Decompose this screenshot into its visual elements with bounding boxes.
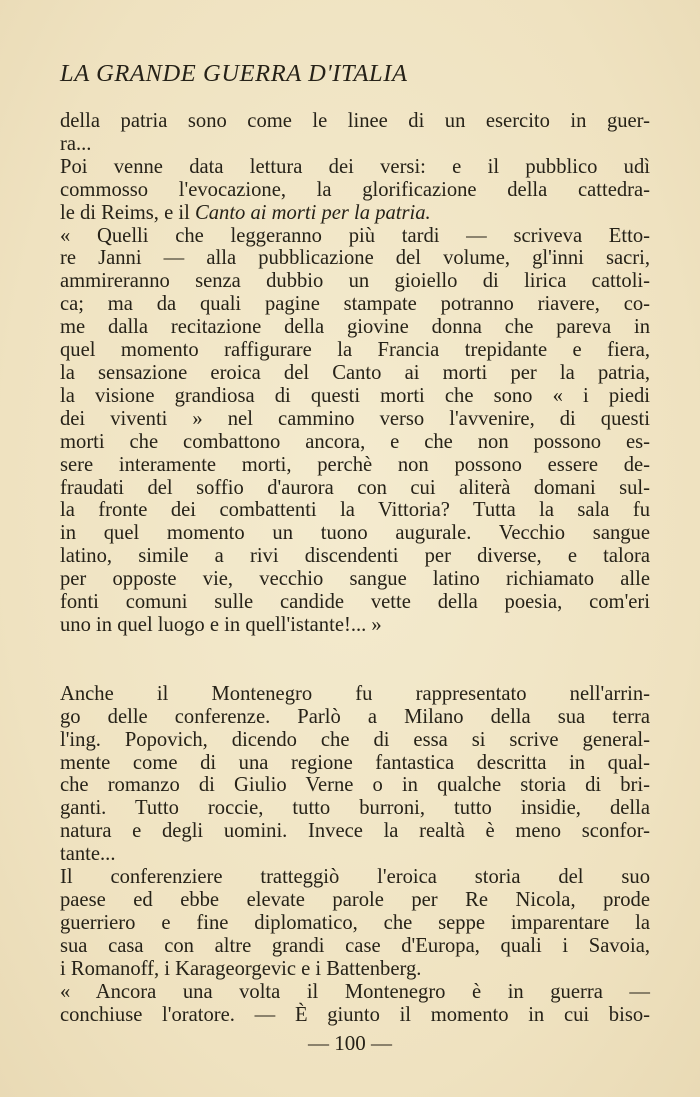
text-line: ra... <box>60 132 92 155</box>
text-line <box>60 202 650 225</box>
text-line: mente come di una regione fantastica descritta in qual- <box>60 751 650 774</box>
text-line: re Janni — alla pubblicazione del volume, gl'inni sacri, <box>60 247 650 270</box>
text-line: tante... <box>60 843 116 866</box>
text-line: guerriero e fine diplomatico, che seppe imparentare la <box>60 911 650 934</box>
text-line: l'ing. Popovich, dicendo che di essa si scrive general- <box>60 728 650 751</box>
text-line: ganti. Tutto roccie, tutto burroni, tutto insidie, della <box>60 797 650 820</box>
text-line: ammireranno senza dubbio un gioiello di lirica cattoli- <box>60 270 650 293</box>
text-line: Poi venne data lettura dei versi: e il pubblico udì <box>60 155 650 178</box>
text-line: per opposte vie, vecchio sangue latino richiamato alle <box>60 568 650 591</box>
text-line: natura e degli uomini. Invece la realtà è meno sconfor- <box>60 820 650 843</box>
text-line: uno in quel luogo e in quell'istante!... » <box>60 613 382 636</box>
text-line: della patria sono come le linee di un esercito in guer- <box>60 110 650 132</box>
body-text <box>60 110 650 1026</box>
text-line: dei viventi » nel cammino verso l'avvenire, di questi <box>60 407 650 430</box>
text-line: paese ed ebbe elevate parole per Re Nicola, prode <box>60 889 650 911</box>
text-line: fonti comuni sulle candide vette della poesia, com'eri <box>60 591 650 614</box>
text-line: conchiuse l'oratore. — È giunto il momento in cui biso- <box>60 1003 650 1026</box>
text-line: Il conferenziere tratteggiò l'eroica storia del suo <box>60 866 650 889</box>
text-line: « Quelli che leggeranno più tardi — scriveva Etto- <box>60 224 650 247</box>
text-line: morti che combattono ancora, e che non possono es- <box>60 430 650 453</box>
page-number: — 100 — <box>308 1031 392 1055</box>
text-line: i Romanoff, i Karageorgevic e i Battenberg. <box>60 957 422 980</box>
text-line: go delle conferenze. Parlò a Milano della sua terra <box>60 705 650 728</box>
text-line: in quel momento un tuono augurale. Vecchio sangue <box>60 522 650 545</box>
text-line: sere interamente morti, perchè non possono essere de- <box>60 453 650 476</box>
running-title: LA GRANDE GUERRA D'ITALIA <box>60 60 408 87</box>
text-line: la fronte dei combattenti la Vittoria? Tutta la sala fu <box>60 499 650 522</box>
text-line: sua casa con altre grandi case d'Europa, quali i Savoia, <box>60 934 650 957</box>
text-line: latino, simile a rivi discendenti per diverse, e talora <box>60 545 650 568</box>
text-line: ca; ma da quali pagine stampate potranno riavere, co- <box>60 293 650 316</box>
text-line: la sensazione eroica del Canto ai morti per la patria, <box>60 361 650 384</box>
text-line-start: le di Reims, e il <box>60 201 195 224</box>
italic-title: Canto ai morti per la patria. <box>195 201 431 224</box>
text-line: che romanzo di Giulio Verne o in qualche storia di bri- <box>60 774 650 797</box>
text-line: la visione grandiosa di questi morti che sono « i piedi <box>60 384 650 407</box>
text-line: me dalla recitazione della giovine donna che pareva in <box>60 316 650 339</box>
text-line: Anche il Montenegro fu rappresentato nell'arrin- <box>60 682 650 705</box>
text-line: « Ancora una volta il Montenegro è in guerra — <box>60 980 650 1003</box>
text-line: commosso l'evocazione, la glorificazione della cattedra- <box>60 178 650 201</box>
text-line: quel momento raffigurare la Francia trepidante e fiera, <box>60 339 650 362</box>
text-line: fraudati del soffio d'aurora con cui aliterà domani sul- <box>60 476 650 499</box>
